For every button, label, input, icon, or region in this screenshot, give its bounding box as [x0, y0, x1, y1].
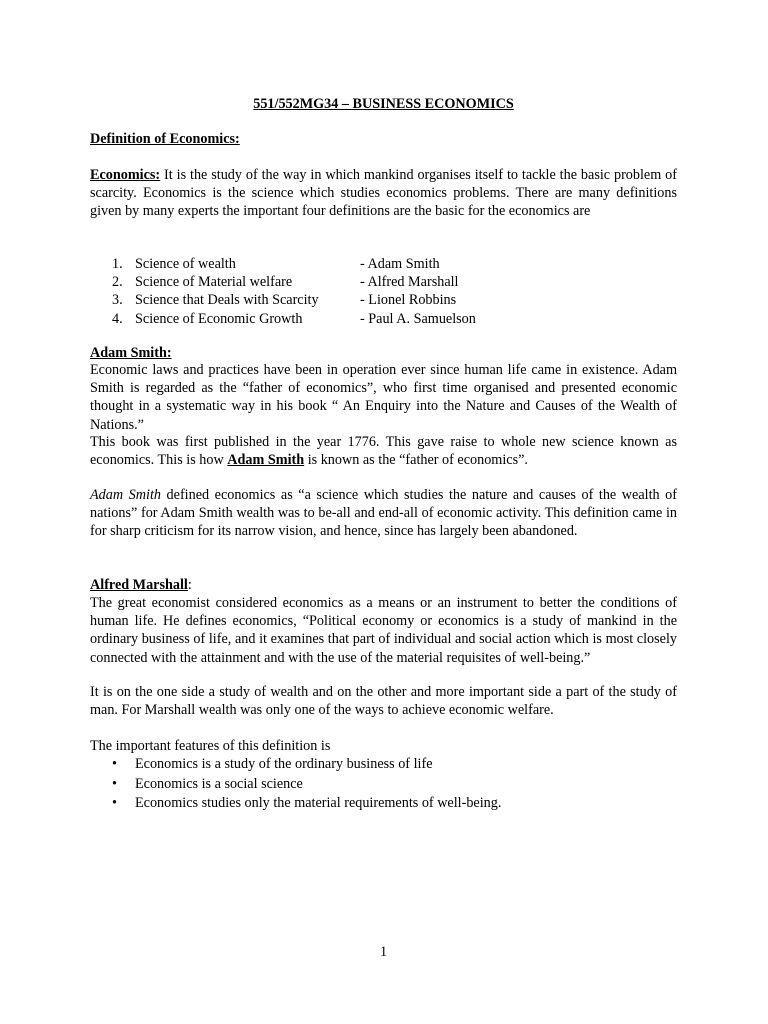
feature-text: Economics is a social science [135, 775, 303, 792]
definition-item [90, 273, 677, 291]
definition-term: Science of Material welfare [135, 274, 293, 291]
economics-intro-paragraph [90, 166, 677, 221]
document-page [90, 0, 677, 1024]
bullet-icon: • [112, 775, 117, 792]
feature-item [90, 794, 677, 814]
definition-item [90, 291, 677, 309]
adam-smith-paragraph-3 [90, 486, 677, 541]
definition-author: - Lionel Robbins [360, 292, 457, 309]
adam-smith-heading: Adam Smith: [90, 345, 172, 361]
economics-label: Economics: [90, 167, 161, 183]
alfred-marshall-heading-colon: : [187, 577, 192, 593]
adam-smith-paragraph-1: Economic laws and practices have been in operation ever since human life came in existence. Adam Smith is regarded as the “father of economics”, who first time organised and presented economic thought in a systematic way in his book “ An Enquiry into the Nature and Causes of the Wealth of Nations.” [90, 362, 677, 433]
features-intro: The important features of this definition is [90, 738, 331, 754]
definition-term: Science of Economic Growth [135, 310, 303, 327]
definition-term: Science that Deals with Scarcity [135, 292, 319, 309]
definition-number: 1. [112, 256, 123, 272]
adam-smith-name-emphasis: Adam Smith [227, 452, 305, 469]
definition-number: 2. [112, 274, 123, 291]
page-number: 1 [379, 944, 388, 960]
definition-number: 3. [112, 292, 123, 309]
definition-term: Science of wealth [135, 256, 236, 272]
adam-smith-p2-text-end: is known as the “father of economics”. [304, 452, 528, 469]
bullet-icon: • [112, 756, 117, 772]
feature-text: Economics is a study of the ordinary business of life [135, 756, 433, 772]
definition-item [90, 310, 677, 328]
adam-smith-p2-text-start: This book was first published in the year 1776. This gave raise to whole new science known as economics. This is how [90, 434, 677, 469]
feature-text: Economics studies only the material requirements of well-being. [135, 795, 502, 811]
adam-smith-paragraph-2 [90, 433, 677, 469]
feature-item [90, 755, 677, 775]
alfred-marshall-heading: Alfred Marshall [90, 577, 188, 593]
document-title: 551/552MG34 – BUSINESS ECONOMICS [253, 96, 514, 112]
alfred-marshall-heading-line [90, 576, 677, 594]
alfred-marshall-paragraph-2: It is on the one side a study of wealth and on the other and more important side a part of the study of man. For Marshall wealth was only one of the ways to achieve economic welfare. [90, 684, 677, 719]
definition-number: 4. [112, 310, 123, 327]
feature-item [90, 775, 677, 795]
definition-author: - Paul A. Samuelson [360, 310, 476, 327]
definition-author: - Adam Smith [360, 256, 440, 272]
features-list [90, 755, 677, 814]
adam-smith-name-italic: Adam Smith [90, 487, 161, 503]
economics-intro-text: It is the study of the way in which mankind organises itself to tackle the basic problem of scarcity. Economics is the science which studies economics problems. There are many definitions given by many experts the important four definitions are the basic for the economics are [90, 167, 677, 220]
alfred-marshall-paragraph-1: The great economist considered economics as a means or an instrument to better the conditions of human life. He defines economics, “Political economy or economics is a study of mankind in the ordinary business of life, and it examines that part of individual and social action which is most closely connected with the attainment and with the use of the material requisites of well-being.” [90, 595, 677, 666]
definition-author: - Alfred Marshall [360, 274, 459, 291]
bullet-icon: • [112, 795, 117, 811]
definition-item [90, 255, 677, 273]
definition-heading: Definition of Economics: [90, 131, 240, 147]
adam-smith-p3-text: defined economics as “a science which studies the nature and causes of the wealth of nations” for Adam Smith wealth was to be-all and end-all of economic activity. This definition came in for sharp criticism for its narrow vision, and hence, since has largely been abandoned. [90, 487, 677, 540]
definitions-list [90, 255, 677, 328]
